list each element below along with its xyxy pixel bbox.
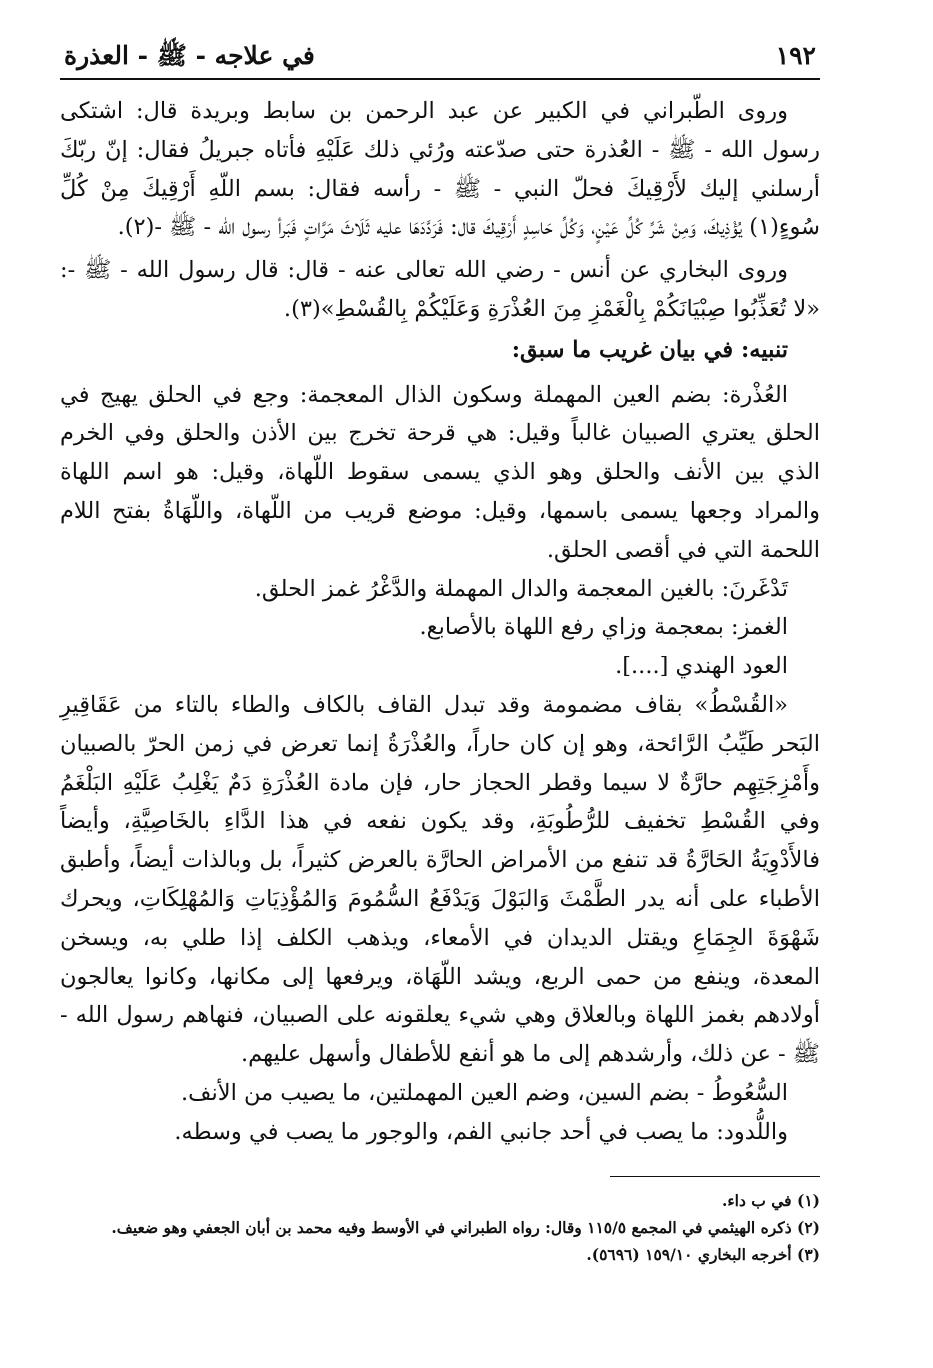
- section-heading: تنبيه: في بيان غريب ما سبق:: [511, 336, 788, 363]
- paragraph-oud-hindi: العود الهندي [....].: [615, 653, 788, 680]
- main-text: [60, 92, 820, 1152]
- page-header: [60, 40, 820, 78]
- paragraph-qust: «القُسْطُ» بقاف مضمومة وقد تبدل القاف بالكاف والطاء بالتاء من عَقَاقِيرِ البَحر طَيِّبُ الرَّائحة، وهو إن كان حاراً، والعُذْرَةُ إنما تعرض في زمن الحرّ بالصبيان وأَمْزِجَتِهِم حارَّةٌ لا سيما وقطر الحجاز حار، فإن مادة العُذْرَةِ دَمٌ يَغْلِبُ عَلَيْهِ البَلْغَمُ وفي القُسْطِ تخفيف للرُّطُوبَةِ، وقد يكون نفعه في هذا الدَّاءِ بالخَاصِيَّةِ، وأيضاً فالأَدْوِيَةُ الحَارَّةُ قد تنفع من الأمراض الحارَّة بالعرض كثيراً، بل وبالذات أيضاً، وأطبق الأطباء على أنه يدر الطَّمْثَ وَالبَوْلَ وَيَدْفَعُ السُّمُومَ وَالمُؤْذِيَاتِ وَالمُهْلِكَاتِ، ويحرك شَهْوَةَ الجِمَاعِ ويقتل الديدان في الأمعاء، ويذهب الكلف إذا طلي به، ويسخن المعدة، وينفع من حمى الربع، ويشد اللّهَاة، ويرفعها إلى مكانها، وكانوا يعالجون أولادهم بغمز اللهاة وبالعلاق وهي شيء يعلقونه على الصبيان، فنهاهم رسول الله - ﷺ - عن ذلك، وأرشدهم إلى ما هو أنفع للأطفال وأسهل عليهم.: [60, 691, 820, 1068]
- paragraph-ghamz: الغمز: بمعجمة وزاي رفع اللهاة بالأصابع.: [419, 614, 788, 641]
- paragraph-suut: السُّعُوطُ - بضم السين، وضم العين المهملتين، ما يصيب من الأنف.: [181, 1079, 788, 1106]
- footnote-2: (٢) ذكره الهيثمي في المجمع ١١٥/٥ وقال: رواه الطبراني في الأوسط وفيه محمد بن أبان الجعفي وهو ضعيف.: [111, 1217, 820, 1237]
- footnote-divider: [610, 1176, 820, 1177]
- paragraph-bukhari-hadith: وروى البخاري عن أنس - رضي الله تعالى عنه - قال: قال رسول الله - ﷺ -: «لا تُعَذِّبُوا صِبْيَانَكُمْ بِالْغَمْزِ مِنَ العُذْرَةِ وَعَلَيْكُمْ بِالقُسْطِ»(٣).: [60, 257, 820, 322]
- footnote-1: (١) في ب داء.: [721, 1190, 820, 1210]
- footnotes: [60, 1187, 820, 1268]
- paragraph-tabarani-hadith: وروى الطّبراني في الكبير عن عبد الرحمن بن سابط وبريدة قال: اشتكى رسول الله - ﷺ - العُذرة حتى صدّعته ورُئي ذلك عَلَيْهِ فأتاه جبريلُ فقال: إنّ ربّكَ أرسلني إليك لأَرْقِيكَ فحلّ النبي - ﷺ - رأسه فقال: بسم اللّهِ أَرْقِيكَ مِنْ كُلِّ سُوءٍ(١) يُؤْذِيكَ، وَمِنْ شَرِّ كُلِّ عَيْنٍ، وَكُلِّ حَاسِدٍ أَرْقِيكَ قال: فَرَدَّدَهَا عليه ثَلَاثَ مَرَّاتٍ فَبَرأ رسول الله - ﷺ -(٢).: [60, 98, 820, 241]
- paragraph-ludud: واللُّدود: ما يصب في أحد جانبي الفم، والوجور ما يصب في وسطه.: [174, 1118, 788, 1145]
- paragraph-udhra-definition: العُذْرة: بضم العين المهملة وسكون الذال المعجمة: وجع في الحلق يهيج في الحلق يعتري الصبيان غالباً وقيل: هي قرحة تخرج بين الأذن والحلق وفي الخرم الذي بين الأنف والحلق وهو الذي يسمى سقوط اللّهاة، وقيل: هو اسم اللهاة والمراد وجعها يسمى باسمها، وقيل: موضع قريب من اللّهاة، واللّهَاةُ بفتح اللام اللحمة التي في أقصى الحلق.: [60, 381, 820, 563]
- paragraph-tadgharna: تَدْغَرنَ: بالغين المعجمة والدال المهملة والدَّغْرُ غمز الحلق.: [254, 575, 788, 602]
- running-title: في علاجه - ﷺ - العذرة: [64, 41, 315, 70]
- page-number: ١٩٢: [775, 41, 816, 70]
- header-divider: [60, 78, 820, 80]
- footnote-3: (٣) أخرجه البخاري ١٥٩/١٠ (٥٦٩٦).: [586, 1244, 820, 1264]
- book-page: [60, 40, 820, 1268]
